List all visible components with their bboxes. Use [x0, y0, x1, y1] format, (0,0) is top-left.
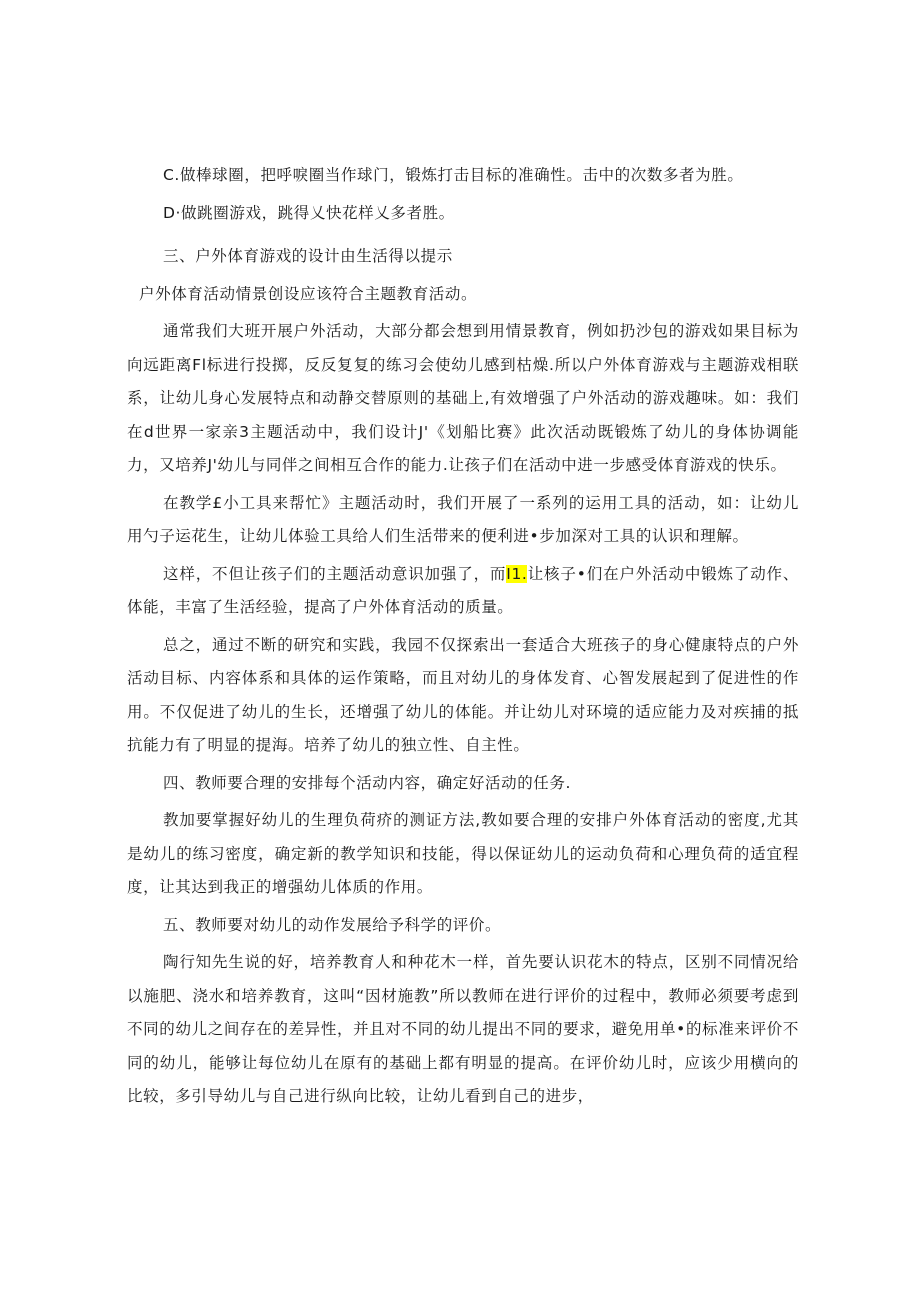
- document-body: [127, 159, 799, 1118]
- section-heading-5: 五、教师要对幼儿的动作发展给予科学的评价。: [163, 915, 502, 934]
- highlighted-text: I1.: [506, 564, 528, 583]
- paragraph-benefits-after: 让核子•们在户外活动中锻炼了动作、体能，丰富了生活经验，提高了户外体育活动的质量。: [127, 564, 800, 616]
- paragraph-benefits: [127, 558, 799, 625]
- paragraph-summary: 总之，通过不断的研究和实践，我园不仅探索出一套适合大班孩子的身心健康特点的户外活动目标、内容体系和具体的运作策略，而且对幼儿的身体发育、心智发展起到了促进性的作用。不仅促进了幼儿的生长，还增强了幼儿的体能。并让幼儿对环境的适应能力及对疾捕的抵抗能力有了明显的提海。培养了幼儿的独立性、自主性。: [127, 635, 799, 754]
- paragraph-evaluation: 陶行知先生说的好，培养教育人和种花木一样，首先要认识花木的特点，区别不同情况给以施肥、浇水和培养教育，这叫“因材施教”所以教师在进行评价的过程中，教师必须要考虑到不同的幼儿之间存在的差异性，并且对不同的幼儿提出不同的要求，避免用单•的标准来评价不同的幼儿，能够让每位幼儿在原有的基础上都有明显的提高。在评价幼儿时，应该少用横向的比较，多引导幼儿与自己进行纵向比较，让幼儿看到自己的进步，: [127, 953, 799, 1105]
- paragraph-benefits-before: 这样，不但让孩子们的主题活动意识加强了，而: [163, 564, 507, 583]
- paragraph-option-d: D·做跳圈游戏，跳得乂快花样乂多者胜。: [163, 203, 455, 222]
- paragraph-scenario: 户外体育活动情景创设应该符合主题教育活动。: [139, 284, 478, 303]
- paragraph-outdoor-activities: 通常我们大班开展户外活动，大部分都会想到用情景教育，例如扔沙包的游戏如果目标为向远距离Fl标进行投掷，反反复复的练习会使幼儿感到枯燥.所以户外体育游戏与主题游戏相联系，让幼儿身心发展特点和动静交替原则的基础上,有效增强了户外活动的游戏趣味。如：我们在d世界一家亲3主题活动中，我们设计J'《划船比赛》此次活动既锻炼了幼儿的身体协调能力，又培养J'幼儿与同伴之间相互合作的能力.让孩子们在活动中进一步感受体育游戏的快乐。: [127, 322, 799, 474]
- section-heading-3: 三、户外体育游戏的设计由生活得以提示: [163, 247, 453, 265]
- paragraph-option-c: C.做棒球圈，把呼唳圈当作球门，锻炼打击目标的准确性。击中的次数多者为胜。: [163, 166, 744, 184]
- paragraph-teacher-load: 教加要掌握好幼儿的生理负荷疥的测证方法,教如要合理的安排户外体育活动的密度,尤其是幼儿的练习密度，确定新的教学知识和技能，得以保证幼儿的运动负荷和心理负荷的适宜程度，让其达到我正的增强幼儿体质的作用。: [127, 811, 799, 896]
- paragraph-tools-theme: 在教学£小工具来帮忙》主题活动时，我们开展了一系列的运用工具的活动，如：让幼儿用勺子运花生，让幼儿体验工具给人们生活带来的便利进•步加深对工具的认识和理解。: [127, 493, 799, 545]
- section-heading-4: 四、教师要合理的安排每个活动内容，确定好活动的任务.: [163, 773, 572, 792]
